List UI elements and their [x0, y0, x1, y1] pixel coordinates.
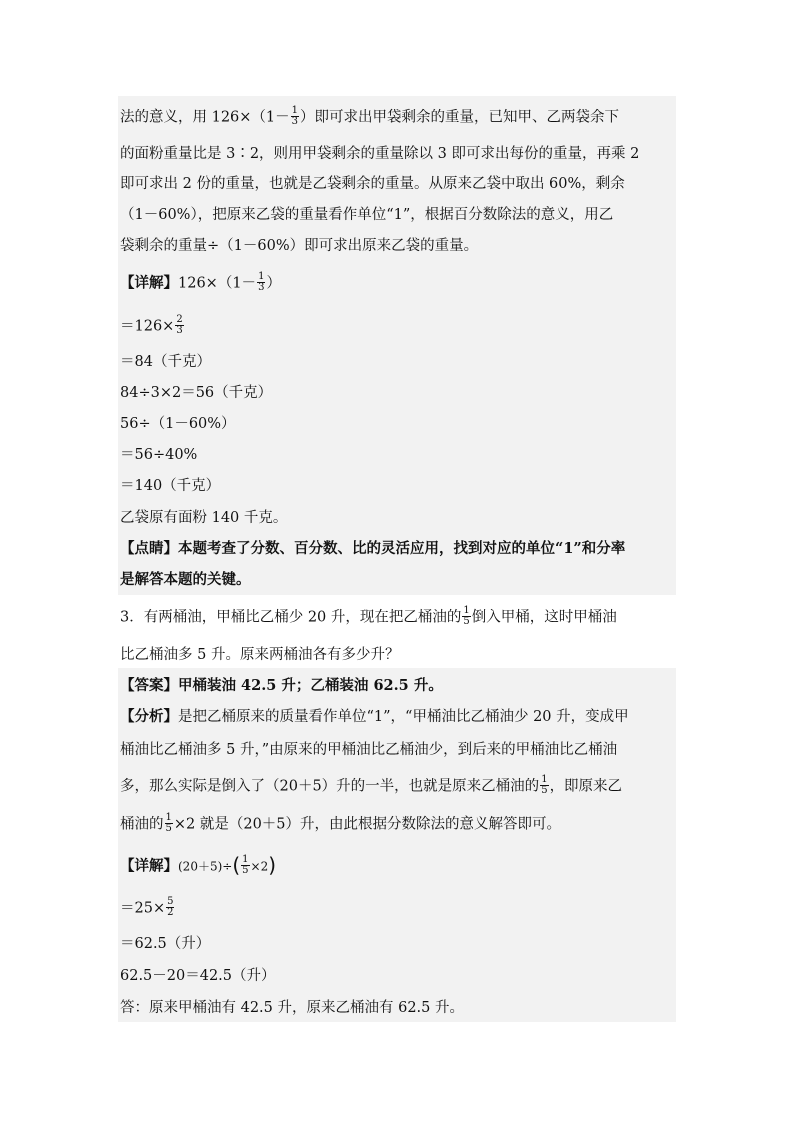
answer-label: 【答案】	[120, 677, 178, 694]
fraction-one-third: $\frac{1}{3}$	[258, 271, 265, 293]
fraction-two-thirds: $\frac{2}{3}$	[176, 314, 183, 336]
detail-step-2: ＝126× $\frac{2}{3}$	[120, 314, 183, 336]
analysis-line-3: 即可求出 2 份的重量，也就是乙袋剩余的重量。从原来乙袋中取出 60%，剩余	[120, 176, 625, 192]
detail-label: 【详解】	[120, 857, 178, 875]
fraction-five-halves: $\frac{5}{2}$	[167, 896, 174, 918]
analysis-label: 【分析】	[120, 708, 178, 725]
detail-label: 【详解】	[120, 274, 178, 292]
detail-step-3: ＝84（千克）	[120, 354, 211, 370]
analysis-3-line-2: 桶油比乙桶油多 5 升，”由原来的甲桶油比乙桶油少，到后来的甲桶油比乙桶油	[120, 742, 618, 758]
detail-3-step-1: 【详解】(20＋5)÷( $\frac{1}{5}$ ×2)	[120, 852, 277, 877]
detail-step-5: 56÷（1－60%）	[120, 416, 236, 432]
detail-conclusion: 乙袋原有面粉 140 千克。	[120, 510, 288, 526]
analysis-3-line-4: 桶油的 $\frac{1}{5}$ ×2 就是（20＋5）升，由此根据分数除法的意义解答即可。	[120, 812, 562, 834]
detail-step-1: 【详解】126×（1－ $\frac{1}{3}$ ）	[120, 271, 281, 293]
point-line-1: 【点睛】本题考查了分数、百分数、比的灵活应用，找到对应的单位“1”和分率	[120, 540, 626, 557]
detail-step-4: 84÷3×2＝56（千克）	[120, 385, 273, 401]
fraction-one-fifth: $\frac{1}{5}$	[463, 605, 470, 627]
fraction-one-fifth: $\frac{1}{5}$	[541, 774, 548, 796]
analysis-line-1: 法的意义，用 126×（1－ $\frac{1}{3}$ ）即可求出甲袋剩余的重量，已知甲、乙两袋余下	[120, 105, 620, 127]
detail-3-step-3: ＝62.5（升）	[120, 936, 211, 952]
analysis-line-5: 袋剩余的重量÷（1－60%）即可求出原来乙袋的重量。	[120, 238, 479, 254]
final-answer-3: 答：原来甲桶油有 42.5 升，原来乙桶油有 62.5 升。	[120, 1000, 465, 1016]
analysis-line-4: （1－60%），把原来乙袋的重量看作单位“1”，根据百分数除法的意义，用乙	[120, 207, 614, 223]
detail-3-step-2: ＝25× $\frac{5}{2}$	[120, 896, 174, 918]
analysis-3-line-1: 【分析】是把乙桶原来的质量看作单位“1”，“甲桶油比乙桶油少 20 升，变成甲	[120, 708, 629, 725]
detail-step-6: ＝56÷40%	[120, 447, 198, 463]
answer-3: 【答案】甲桶装油 42.5 升；乙桶装油 62.5 升。	[120, 677, 443, 694]
fraction-one-third: $\frac{1}{3}$	[291, 105, 299, 127]
analysis-3-line-3: 多，那么实际是倒入了（20＋5）升的一半，也就是原来乙桶油的 $\frac{1}{5}$ ，即原来乙	[120, 774, 623, 796]
question-3-line-2: 比乙桶油多 5 升。原来两桶油各有多少升？	[120, 647, 400, 663]
detail-step-7: ＝140（千克）	[120, 478, 221, 494]
point-label: 【点睛】	[120, 540, 178, 557]
fraction-one-fifth: $\frac{1}{5}$	[165, 812, 172, 834]
fraction-one-fifth: $\frac{1}{5}$	[242, 854, 249, 876]
point-line-2: 是解答本题的关键。	[120, 571, 251, 588]
question-3-line-1: 3．有两桶油，甲桶比乙桶少 20 升，现在把乙桶油的 $\frac{1}{5}$ 倒入甲桶，这时甲桶油	[120, 605, 617, 627]
analysis-line-2: 的面粉重量比是 3∶2，则用甲袋剩余的重量除以 3 即可求出每份的重量，再乘 2	[120, 146, 640, 162]
detail-3-step-4: 62.5－20＝42.5（升）	[120, 968, 276, 984]
